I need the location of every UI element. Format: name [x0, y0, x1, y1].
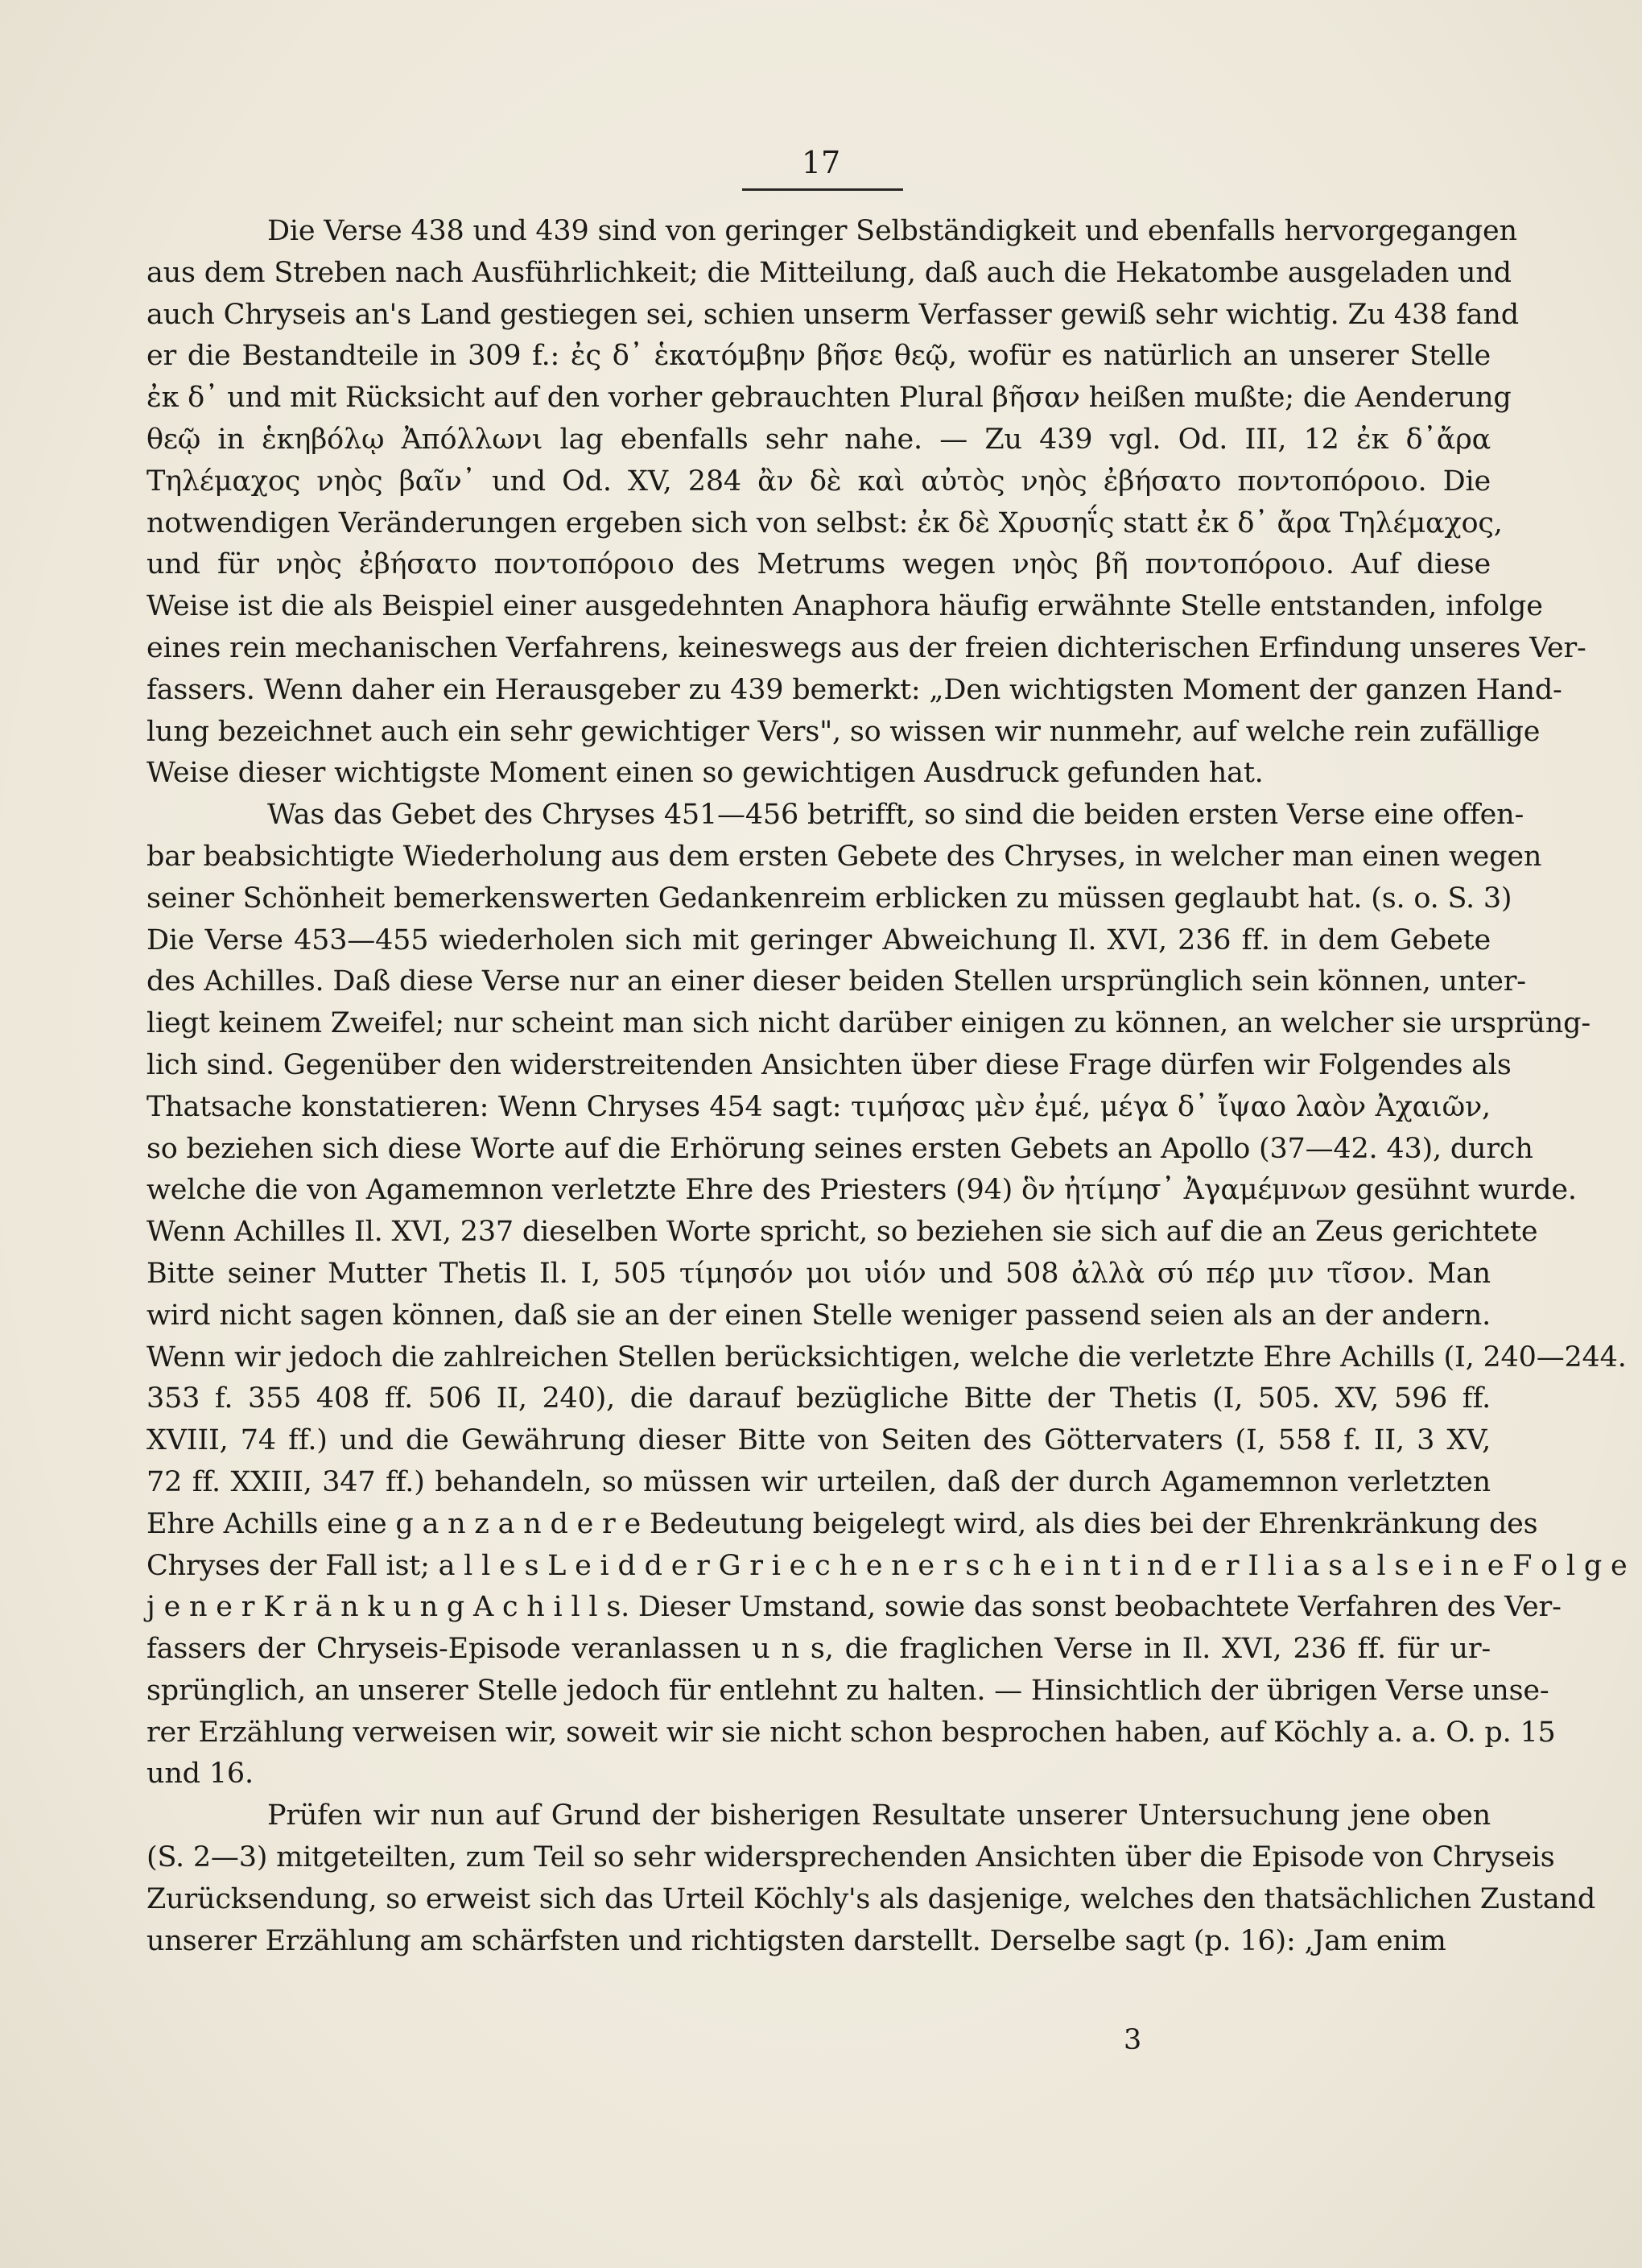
text-line: Weise ist die als Beispiel einer ausgedehnten Anaphora häufig erwähnte Stelle entstanden, infolge: [146, 590, 1543, 623]
text-line: θεῷ in ἑκηβόλῳ Ἀπόλλωνι lag ebenfalls sehr nahe. — Zu 439 vgl. Od. III, 12 ἐκ δ᾽ἄρα: [146, 423, 1491, 456]
text-line: XVIII, 74 ff.) und die Gewährung dieser Bitte von Seiten des Göttervaters (I, 558 f. II, 3 XV,: [146, 1424, 1491, 1457]
text-line: ἐκ δ᾽ und mit Rücksicht auf den vorher gebrauchten Plural βῆσαν heißen mußte; die Aenderung: [146, 382, 1512, 415]
text-line: Thatsache konstatieren: Wenn Chryses 454 sagt: τιμήσας μὲν ἐμέ, μέγα δ᾽ ἴψαο λαὸν Ἀχαιῶν,: [146, 1090, 1491, 1123]
text-line: 72 ff. XXIII, 347 ff.) behandeln, so müssen wir urteilen, daß der durch Agamemnon verletzten: [146, 1465, 1491, 1498]
text-line: welche die von Agamemnon verletzte Ehre des Priesters (94) ὃν ἠτίμησ᾽ Ἀγαμέμνων gesühnt wurde.: [146, 1174, 1577, 1207]
text-line: Bitte seiner Mutter Thetis Il. I, 505 τίμησόν μοι υἱόν und 508 ἀλλὰ σύ πέρ μιν τῖσον. Man: [146, 1257, 1491, 1290]
paragraph: [146, 795, 1628, 1795]
text-line: unserer Erzählung am schärfsten und richtigsten darstellt. Derselbe sagt (p. 16): ‚Jam enim: [146, 1924, 1446, 1957]
text-line: so beziehen sich diese Worte auf die Erhörung seines ersten Gebets an Apollo (37—42. 43), durch: [146, 1132, 1533, 1165]
text-line: seiner Schönheit bemerkenswerten Gedankenreim erblicken zu müssen geglaubt hat. (s. o. S. 3): [146, 882, 1512, 915]
text-line: (S. 2—3) mitgeteilten, zum Teil so sehr widersprechenden Ansichten über die Episode von Chryseis: [146, 1841, 1555, 1874]
paragraph: [146, 211, 1586, 795]
text-line: rer Erzählung verweisen wir, soweit wir sie nicht schon besprochen haben, auf Köchly a. a. O. p. 15: [146, 1716, 1556, 1749]
text-line: lung bezeichnet auch ein sehr gewichtiger Vers", so wissen wir nunmehr, auf welche rein zufällige: [146, 715, 1541, 748]
text-line: Die Verse 453—455 wiederholen sich mit geringer Abweichung Il. XVI, 236 ff. in dem Gebete: [146, 923, 1491, 956]
paragraph: [146, 1795, 1596, 1962]
text-line: Zurücksendung, so erweist sich das Urteil Köchly's als dasjenige, welches den thatsächlichen Zustand: [146, 1882, 1596, 1915]
text-line: eines rein mechanischen Verfahrens, keineswegs aus der freien dichterischen Erfindung unseres Ver-: [146, 631, 1586, 664]
text-line: Wenn Achilles Il. XVI, 237 dieselben Worte spricht, so beziehen sie sich auf die an Zeus gerichtete: [146, 1216, 1538, 1249]
signature-mark: 3: [1124, 2024, 1142, 2056]
text-line: lich sind. Gegenüber den widerstreitenden Ansichten über diese Frage dürfen wir Folgendes als: [146, 1048, 1512, 1081]
text-line: Weise dieser wichtigste Moment einen so gewichtigen Ausdruck gefunden hat.: [146, 757, 1264, 790]
text-line: Τηλέμαχος νηὸς βαῖν᾽ und Od. XV, 284 ἂν δὲ καὶ αὐτὸς νηὸς ἐβήσατο ποντοπόροιο. Die: [146, 465, 1491, 498]
text-line: fassers. Wenn daher ein Herausgeber zu 439 bemerkt: „Den wichtigsten Moment der ganzen Hand-: [146, 673, 1562, 706]
text-line: Wenn wir jedoch die zahlreichen Stellen berücksichtigen, welche die verletzte Ehre Achills (I, 240—244.: [146, 1341, 1627, 1374]
text-line: Ehre Achills eine g a n z a n d e r e Bedeutung beigelegt wird, als dies bei der Ehrenkränkung des: [146, 1507, 1538, 1540]
text-line: j e n e r K r ä n k u n g A c h i l l s. Dieser Umstand, sowie das sonst beobachtete Verfahren des Ver-: [146, 1591, 1562, 1624]
text-line: Was das Gebet des Chryses 451—456 betrifft, so sind die beiden ersten Verse eine offen-: [267, 799, 1524, 832]
text-line: und für νηὸς ἐβήσατο ποντοπόροιο des Metrums wegen νηὸς βῆ ποντοπόροιο. Auf diese: [146, 548, 1491, 581]
text-line: liegt keinem Zweifel; nur scheint man sich nicht darüber einigen zu können, an welcher sie ursprüng-: [146, 1007, 1590, 1040]
page-body-text: [146, 211, 1628, 1962]
text-line: aus dem Streben nach Ausführlichkeit; die Mitteilung, daß auch die Hekatombe ausgeladen und: [146, 256, 1512, 289]
text-line: fassers der Chryseis-Episode veranlassen u n s, die fraglichen Verse in Il. XVI, 236 ff. für ur-: [146, 1633, 1491, 1666]
text-line: des Achilles. Daß diese Verse nur an einer dieser beiden Stellen ursprünglich sein können, unter-: [146, 965, 1526, 998]
text-line: sprünglich, an unserer Stelle jedoch für entlehnt zu halten. — Hinsichtlich der übrigen Verse unse-: [146, 1674, 1549, 1707]
text-line: Chryses der Fall ist; a l l e s L e i d d e r G r i e c h e n e r s c h e i n t i n d e r I l i a s a l s e i n e F o l g e: [146, 1549, 1628, 1582]
text-line: er die Bestandteile in 309 f.: ἐς δ᾽ ἑκατόμβην βῆσε θεῷ, wofür es natürlich an unserer Stelle: [146, 340, 1491, 373]
text-line: auch Chryseis an's Land gestiegen sei, schien unserm Verfasser gewiß sehr wichtig. Zu 438 fand: [146, 298, 1519, 331]
header-rule: [742, 188, 903, 191]
text-line: 353 f. 355 408 ff. 506 II, 240), die darauf bezügliche Bitte der Thetis (I, 505. XV, 596 ff.: [146, 1382, 1491, 1415]
text-line: Prüfen wir nun auf Grund der bisherigen Resultate unserer Untersuchung jene oben: [267, 1799, 1491, 1832]
text-line: wird nicht sagen können, daß sie an der einen Stelle weniger passend seien als an der andern.: [146, 1299, 1491, 1332]
page-number: 17: [801, 145, 841, 180]
text-line: notwendigen Veränderungen ergeben sich von selbst: ἐκ δὲ Χρυσηΐς statt ἐκ δ᾽ ἄρα Τηλέμαχος,: [146, 506, 1503, 539]
text-line: und 16.: [146, 1758, 254, 1791]
text-line: bar beabsichtigte Wiederholung aus dem ersten Gebete des Chryses, in welcher man einen wegen: [146, 840, 1542, 873]
text-line: Die Verse 438 und 439 sind von geringer Selbständigkeit und ebenfalls hervorgegangen: [267, 215, 1517, 247]
